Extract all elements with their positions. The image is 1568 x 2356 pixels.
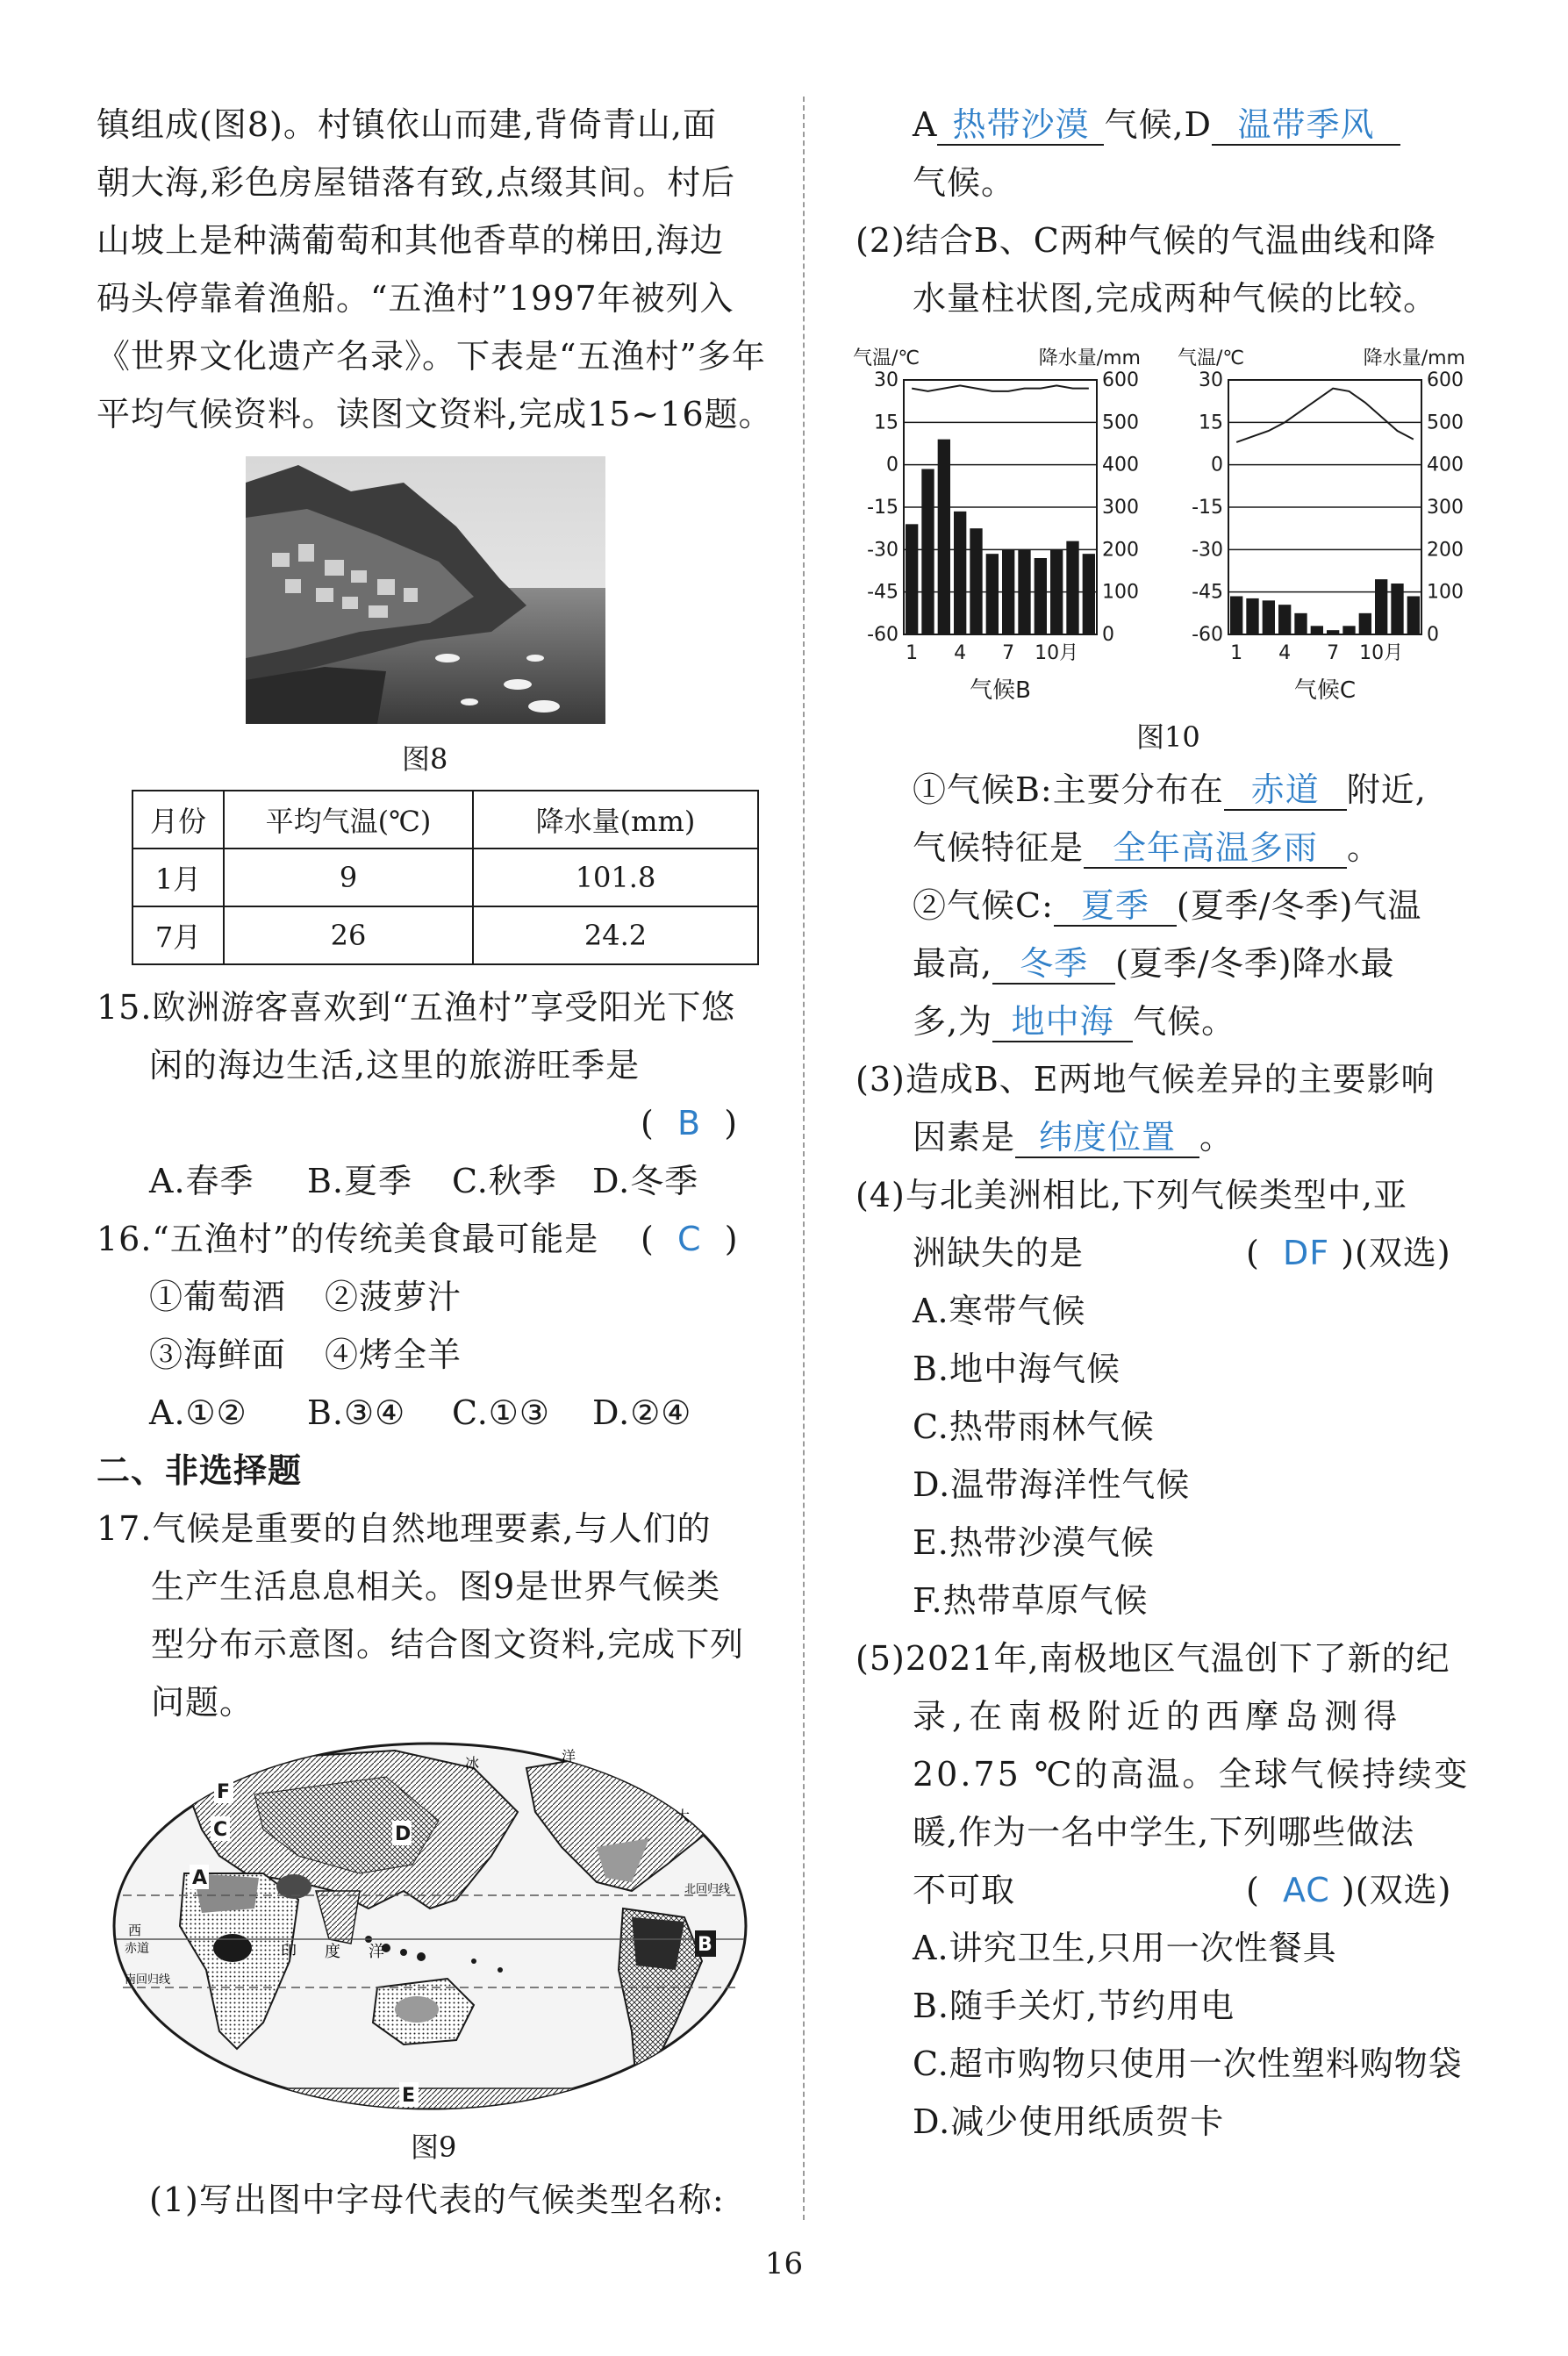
q2-2-line-3 [913, 999, 1235, 1043]
table-header: 降水量(mm) [473, 791, 758, 849]
chart-tick-precip: 100 [1102, 581, 1139, 604]
chart-bar [938, 440, 950, 634]
chart-bar [1375, 579, 1387, 634]
table-header: 平均气温(℃) [224, 791, 473, 849]
q2-2-text: 最高, [913, 944, 993, 983]
chart-tick-x: 1 [906, 642, 919, 664]
q16-option-a: A.①② [149, 1393, 247, 1432]
q5-option-d: D.减少使用纸质贺卡 [913, 2102, 1225, 2141]
chart-tick-precip: 400 [1102, 454, 1139, 476]
column-divider [803, 97, 805, 2220]
q17-1-answers-line [913, 103, 1400, 147]
section-title: 二、非选择题 [97, 1451, 303, 1490]
chart-bar [921, 469, 934, 635]
q4-answer: DF [1282, 1234, 1330, 1272]
q15-line-1: 15.欧洲游客喜欢到“五渔村”享受阳光下悠 [97, 988, 736, 1027]
table-row [132, 849, 758, 906]
map-label-a: A [192, 1867, 208, 1889]
chart-temp-line [912, 385, 1089, 390]
q5-line-5: 不可取 [913, 1871, 1016, 1909]
chart-tick-temp: -15 [1192, 497, 1223, 519]
q2-2-text: 气候。 [1133, 1002, 1236, 1041]
fig8-caption: 图8 [402, 742, 448, 776]
chart-bar [1294, 613, 1307, 634]
q17-1-mid: 气候,D [1104, 105, 1212, 144]
chart-tick-x: 10月 [1359, 642, 1404, 664]
chart-tick-temp: 15 [1199, 412, 1223, 434]
q15-option-b: B.夏季 [307, 1162, 413, 1200]
q15-answer: B [677, 1104, 702, 1142]
chart-bar [970, 528, 982, 634]
map-text: 大 [676, 1808, 691, 1824]
q5-line-3: 20.75 ℃的高温。全球气候持续变 [913, 1755, 1471, 1794]
q16-answer-bracket: ( C ) [641, 1220, 739, 1258]
map-text: 印 [281, 1943, 297, 1961]
q5-option-b: B.随手关灯,节约用电 [913, 1987, 1235, 2025]
q16-option-d: D.②④ [592, 1393, 692, 1432]
answer-q3: 纬度位置 [1015, 1118, 1199, 1158]
chart-tick-temp: 0 [1211, 454, 1223, 476]
q4-answer-bracket: ( DF )(双选) [1246, 1234, 1451, 1272]
chart-bar [1263, 600, 1275, 634]
q2-2-text: (夏季/冬季)气温 [1176, 886, 1422, 925]
q5-answer-bracket: ( AC )(双选) [1246, 1871, 1452, 1909]
q15-line-2: 闲的海边生活,这里的旅游旺季是 [149, 1046, 641, 1085]
q4-option-b: B.地中海气候 [913, 1350, 1121, 1388]
chart-tick-precip: 500 [1427, 412, 1464, 434]
map-text: 赤道 [125, 1942, 149, 1956]
chart-bar [1035, 558, 1047, 634]
q2-1-text: 。 [1347, 828, 1382, 867]
q3-text: 因素是 [913, 1118, 1016, 1157]
table-cell: 1月 [132, 849, 224, 906]
chart-tick-precip: 200 [1427, 539, 1464, 562]
q2-1-text: 附近, [1346, 770, 1427, 809]
chart-tick-temp: -60 [867, 624, 899, 646]
q2-2-text: ②气候C: [913, 886, 1054, 925]
fig9-caption: 图9 [411, 2130, 457, 2164]
q2-1-line-1 [913, 768, 1427, 812]
map-text: 南回归线 [125, 1973, 171, 1987]
chart-tick-temp: 0 [886, 454, 899, 476]
q16-item-2: ②菠萝汁 [325, 1278, 462, 1316]
q5-line-1: (5)2021年,南极地区气温创下了新的纪 [856, 1639, 1450, 1678]
chart-ylabel-left: 气温/℃ [853, 347, 920, 369]
chart-bar [1230, 597, 1242, 635]
chart-tick-temp: -45 [867, 581, 899, 604]
map-text: 冰 [465, 1755, 480, 1772]
chart-bar [1311, 626, 1323, 634]
chart-bar [1050, 549, 1063, 634]
table-header: 月份 [132, 791, 224, 849]
map-label-c: C [213, 1819, 228, 1841]
climate-table [132, 790, 759, 965]
chart-bar [986, 554, 999, 634]
q16-option-c: C.①③ [452, 1393, 550, 1432]
answer-d: 温带季风 [1212, 105, 1400, 146]
q16-item-1: ①葡萄酒 [149, 1278, 287, 1316]
q15-option-d: D.冬季 [592, 1162, 699, 1200]
q4-option-e: E.热带沙漠气候 [913, 1523, 1155, 1562]
chart-bar [1327, 630, 1339, 634]
q3-line-1: (3)造成B、E两地气候差异的主要影响 [856, 1060, 1436, 1099]
chart-bar [1002, 549, 1014, 634]
chart-tick-x: 7 [1327, 642, 1340, 664]
map-label-d: D [395, 1823, 412, 1845]
chart-bar [1391, 584, 1403, 634]
chart-bar [1359, 613, 1371, 634]
q2-1-text: 气候特征是 [913, 828, 1085, 867]
chart-ylabel-right: 降水量/mm [1038, 347, 1141, 369]
q16-answer: C [677, 1220, 702, 1258]
intro-line-2: 朝大海,彩色房屋错落有致,点缀其间。村后 [97, 163, 736, 202]
q4-option-c: C.热带雨林气候 [913, 1407, 1155, 1446]
chart-bar [1066, 541, 1078, 634]
q5-suffix: )(双选) [1341, 1871, 1452, 1909]
q16-stem: 16.“五渔村”的传统美食最可能是 [97, 1220, 599, 1258]
intro-line-6: 平均气候资料。读图文资料,完成15~16题。 [97, 395, 773, 433]
map-text: 洋 [369, 1943, 384, 1961]
map-text: 西 [128, 1923, 142, 1938]
chart-tick-temp: 30 [874, 369, 899, 391]
chart-tick-temp: 15 [874, 412, 899, 434]
q2-1-text: ①气候B:主要分布在 [913, 770, 1224, 809]
chart-bar [954, 512, 966, 634]
chart-tick-temp: 30 [1199, 369, 1223, 391]
chart-tick-precip: 400 [1427, 454, 1464, 476]
q16-option-b: B.③④ [307, 1393, 406, 1432]
map-label-b: B [698, 1934, 712, 1956]
q2-line-1: (2)结合B、C两种气候的气温曲线和降 [856, 221, 1436, 260]
chart-bar [1246, 598, 1258, 634]
q4-line-1: (4)与北美洲相比,下列气候类型中,亚 [856, 1176, 1407, 1214]
q17-1-label-a: A [913, 105, 938, 144]
answer-c-type: 地中海 [992, 1002, 1133, 1042]
chart-bar [1342, 626, 1355, 634]
chart-temp-line [1236, 389, 1414, 442]
intro-line-1: 镇组成(图8)。村镇依山而建,背倚青山,面 [97, 105, 717, 144]
q5-line-4: 暖,作为一名中学生,下列哪些做法 [913, 1813, 1415, 1851]
chart-tick-precip: 300 [1427, 497, 1464, 519]
fig8-photo [246, 456, 605, 724]
chart-tick-precip: 600 [1427, 369, 1464, 391]
chart-tick-temp: -15 [867, 497, 899, 519]
chart-bar [906, 524, 918, 634]
table-cell: 9 [224, 849, 473, 906]
q17-line-1: 17.气候是重要的自然地理要素,与人们的 [97, 1509, 712, 1548]
q5-option-c: C.超市购物只使用一次性塑料购物袋 [913, 2044, 1463, 2083]
chart-tick-precip: 600 [1102, 369, 1139, 391]
answer-a: 热带沙漠 [937, 105, 1104, 146]
q17-line-2: 生产生活息息相关。图9是世界气候类 [151, 1567, 721, 1606]
table-cell: 7月 [132, 906, 224, 964]
chart-tick-temp: -60 [1192, 624, 1223, 646]
chart-bar [1407, 597, 1420, 635]
q4-line-2: 洲缺失的是 [913, 1234, 1085, 1272]
q5-option-a: A.讲究卫生,只用一次性餐具 [913, 1929, 1337, 1967]
q2-1-line-2 [913, 826, 1381, 870]
q2-2-text: (夏季/冬季)降水最 [1115, 944, 1395, 983]
q3-line-2 [913, 1115, 1234, 1159]
q15-answer-bracket: ( B ) [641, 1104, 739, 1142]
chart-climate-b [853, 347, 1141, 704]
intro-line-4: 码头停靠着渔船。“五渔村”1997年被列入 [97, 279, 734, 318]
chart-tick-temp: -30 [1192, 539, 1223, 562]
q15-option-a: A.春季 [149, 1162, 254, 1200]
answer-b-feature: 全年高温多雨 [1084, 828, 1347, 869]
q5-line-2: 录,在南极附近的西摩岛测得 [913, 1697, 1404, 1736]
chart-title: 气候B [970, 677, 1031, 704]
chart-tick-precip: 500 [1102, 412, 1139, 434]
q15-option-c: C.秋季 [452, 1162, 557, 1200]
chart-tick-x: 10月 [1035, 642, 1079, 664]
chart-title: 气候C [1293, 677, 1357, 704]
chart-tick-precip: 100 [1427, 581, 1464, 604]
chart-tick-temp: -30 [867, 539, 899, 562]
table-cell: 24.2 [473, 906, 758, 964]
chart-climate-c [1178, 347, 1465, 704]
chart-ylabel-right: 降水量/mm [1363, 347, 1465, 369]
q2-2-line-1 [913, 884, 1421, 927]
map-label-f: F [217, 1781, 231, 1803]
q4-option-a: A.寒带气候 [913, 1292, 1086, 1330]
q3-text: 。 [1199, 1118, 1235, 1157]
map-text: 洋 [562, 1748, 576, 1765]
fig10-charts [842, 338, 1483, 706]
fig10-caption: 图10 [1136, 720, 1200, 754]
map-text: 度 [325, 1943, 340, 1961]
q2-2-line-2 [913, 942, 1395, 985]
chart-bar [1018, 549, 1030, 634]
q17-1-suffix: 气候。 [913, 163, 1016, 202]
map-text: 北回归线 [684, 1883, 731, 1896]
table-cell: 26 [224, 906, 473, 964]
chart-tick-temp: -45 [1192, 581, 1223, 604]
answer-b-location: 赤道 [1224, 770, 1347, 811]
q2-line-2: 水量柱状图,完成两种气候的比较。 [913, 279, 1438, 318]
q17-line-3: 型分布示意图。结合图文资料,完成下列 [151, 1625, 745, 1664]
q4-option-f: F.热带草原气候 [913, 1581, 1149, 1620]
chart-bar [1278, 605, 1291, 634]
table-row [132, 906, 758, 964]
page-number: 16 [764, 2246, 804, 2281]
chart-ylabel-left: 气温/℃ [1178, 347, 1245, 369]
chart-tick-x: 4 [954, 642, 967, 664]
chart-tick-x: 4 [1278, 642, 1292, 664]
table-cell: 101.8 [473, 849, 758, 906]
chart-tick-precip: 0 [1427, 624, 1439, 646]
table-header-row [132, 791, 758, 849]
chart-tick-precip: 200 [1102, 539, 1139, 562]
map-label-e: E [402, 2085, 416, 2107]
q2-2-text: 多,为 [913, 1002, 993, 1041]
chart-bar [1083, 554, 1095, 634]
world-climate-map [105, 1742, 755, 2119]
chart-tick-x: 7 [1002, 642, 1015, 664]
q16-item-4: ④烤全羊 [325, 1336, 462, 1374]
answer-c-precip: 冬季 [992, 944, 1115, 985]
q16-item-3: ③海鲜面 [149, 1336, 287, 1374]
q17-line-4: 问题。 [151, 1683, 254, 1722]
q4-option-d: D.温带海洋性气候 [913, 1465, 1191, 1504]
chart-tick-x: 1 [1230, 642, 1243, 664]
intro-line-5: 《世界文化遗产名录》。下表是“五渔村”多年 [97, 337, 766, 376]
answer-c-temp: 夏季 [1054, 886, 1177, 927]
chart-tick-precip: 0 [1102, 624, 1114, 646]
q4-suffix: )(双选) [1341, 1234, 1451, 1272]
q5-answer: AC [1282, 1871, 1330, 1909]
q17-1-prompt: (1)写出图中字母代表的气候类型名称: [149, 2181, 725, 2219]
chart-tick-precip: 300 [1102, 497, 1139, 519]
intro-line-3: 山坡上是种满葡萄和其他香草的梯田,海边 [97, 221, 725, 260]
